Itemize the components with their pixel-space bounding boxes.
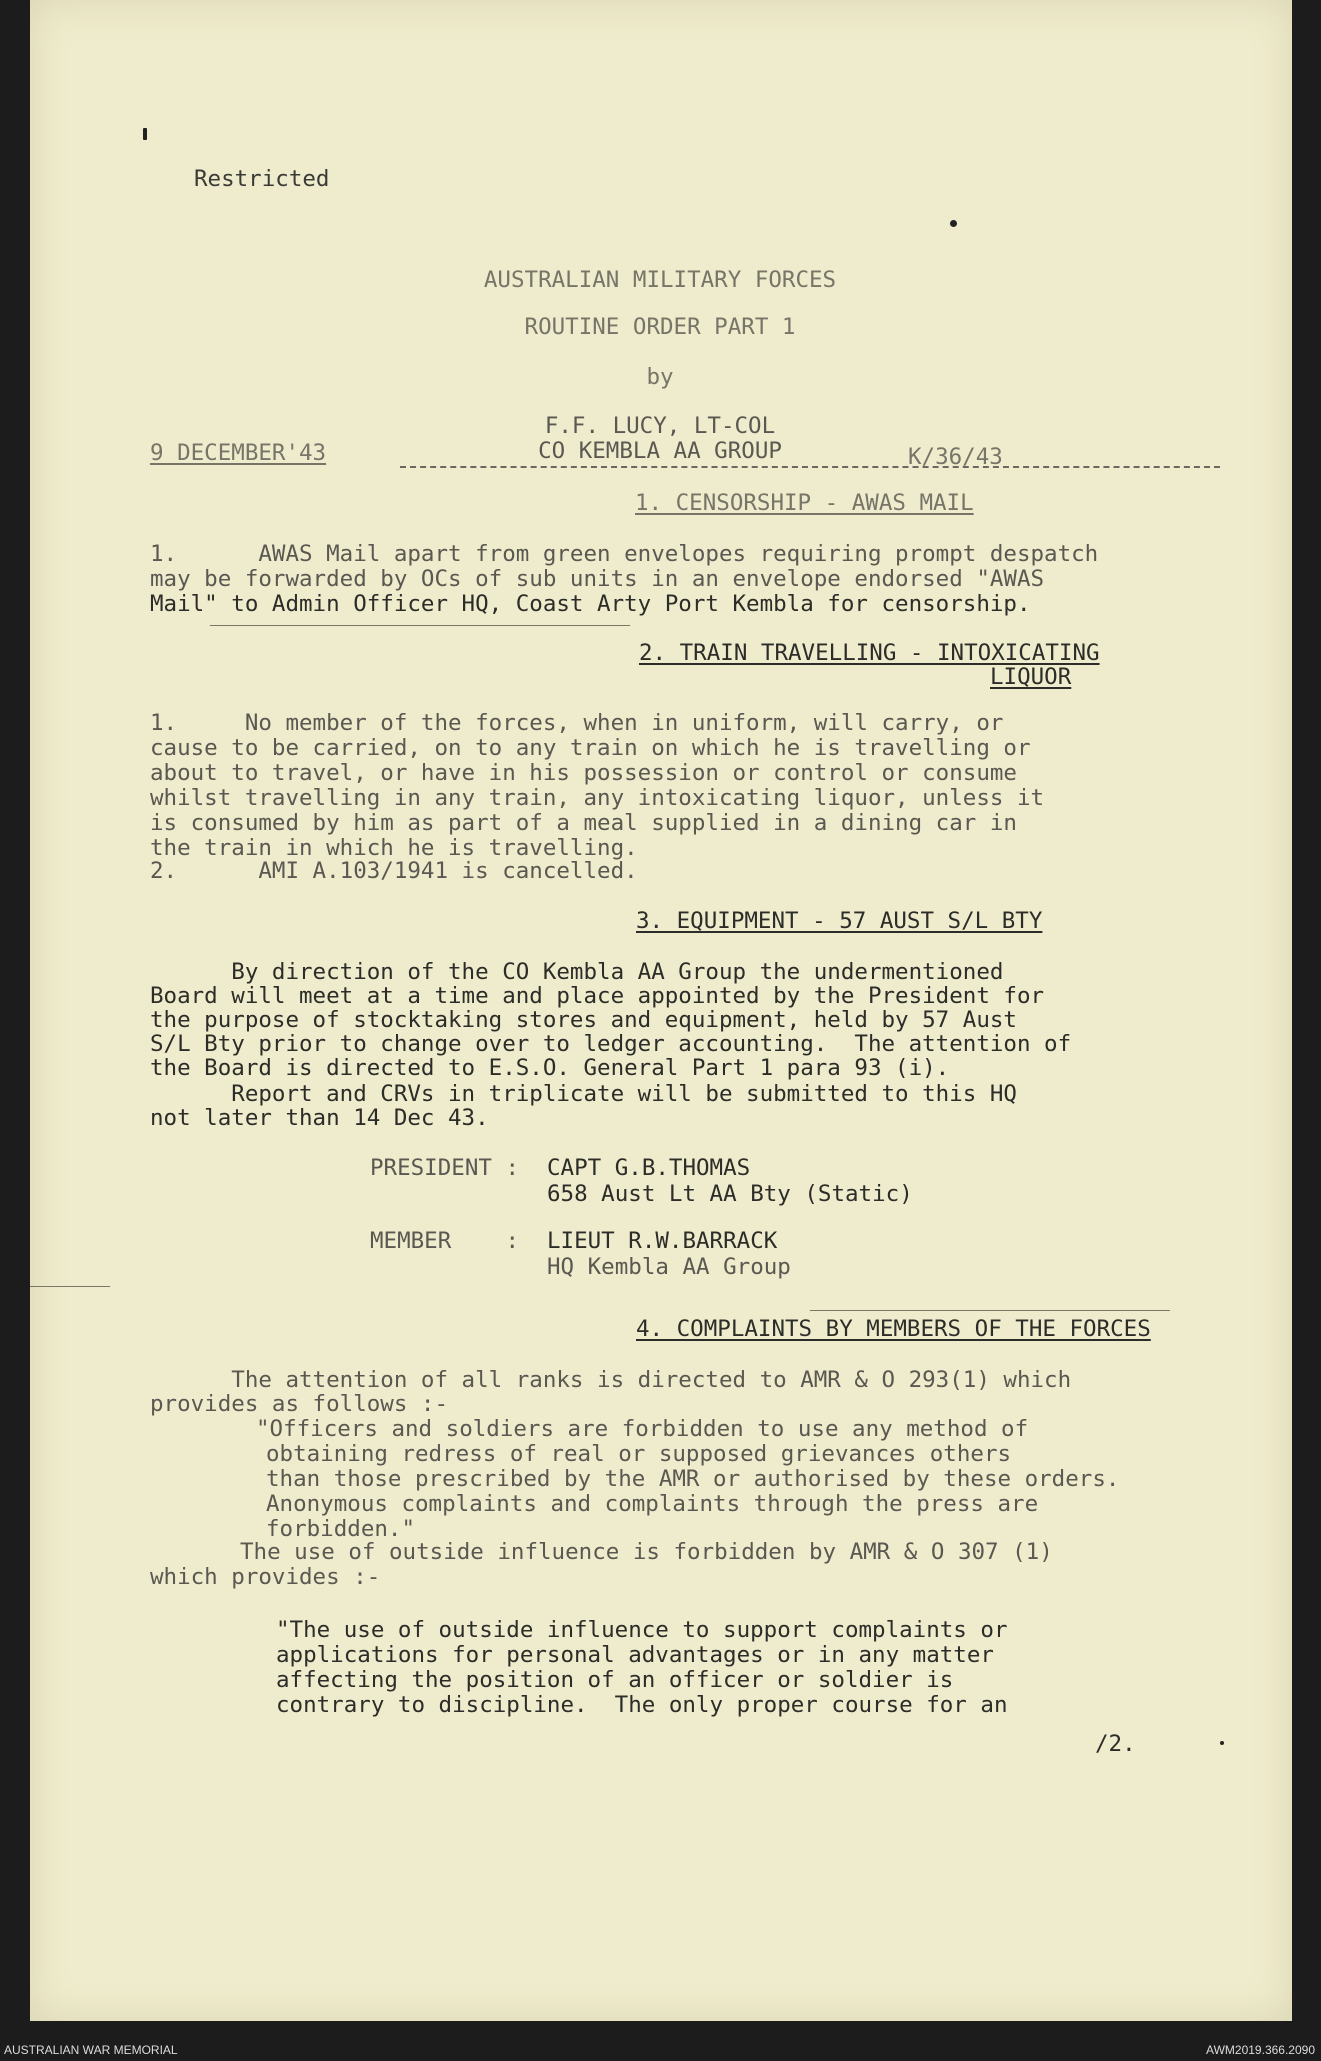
section-4-line: The attention of all ranks is directed to AMR & O 293(1) which: [150, 1367, 1072, 1393]
ink-speck: [950, 220, 957, 227]
section-2-line: cause to be carried, on to any train on which he is travelling or: [150, 735, 1031, 761]
section-3-heading: 3. EQUIPMENT - 57 AUST S/L BTY: [636, 908, 1043, 934]
section-4-top-rule: [810, 1310, 1170, 1311]
ink-speck: [1220, 1741, 1224, 1745]
board-member-role: MEMBER :: [370, 1228, 520, 1254]
section-1-line: may be forwarded by OCs of sub units in an envelope endorsed "AWAS: [150, 566, 1045, 592]
board-member-name: LIEUT R.W.BARRACK: [547, 1228, 778, 1254]
section-4-quote-line: "Officers and soldiers are forbidden to use any method of: [256, 1416, 1029, 1442]
section-2-line: is consumed by him as part of a meal supplied in a dining car in: [150, 810, 1017, 836]
section-4-quote-line: obtaining redress of real or supposed grievances others: [266, 1441, 1012, 1467]
section-2-heading-cont: LIQUOR: [990, 664, 1072, 690]
order-date: 9 DECEMBER'43: [150, 440, 327, 466]
footer-accession-number: AWM2019.366.2090: [1206, 2043, 1315, 2057]
section-3-line: S/L Bty prior to change over to ledger accounting. The attention of: [150, 1031, 1072, 1057]
section-1-rule: [210, 625, 630, 626]
section-4-quote-line: forbidden.": [266, 1516, 416, 1542]
section-4-line: which provides :-: [150, 1564, 381, 1590]
margin-mark: [30, 1286, 110, 1287]
issuing-appointment: CO KEMBLA AA GROUP: [538, 438, 782, 464]
order-title: ROUTINE ORDER PART 1: [524, 314, 796, 340]
order-by: by: [646, 364, 674, 390]
issuing-officer: F.F. LUCY, LT-COL: [544, 413, 776, 439]
section-4-heading: 4. COMPLAINTS BY MEMBERS OF THE FORCES: [636, 1316, 1151, 1342]
section-3-line: By direction of the CO Kembla AA Group the undermentioned: [150, 959, 1004, 985]
footer-archive-name: AUSTRALIAN WAR MEMORIAL: [4, 2043, 178, 2057]
header-rule: [400, 466, 1220, 468]
section-4-quote-line: applications for personal advantages or in any matter: [276, 1642, 994, 1668]
org-heading: AUSTRALIAN MILITARY FORCES: [483, 267, 837, 293]
section-2-heading: 2. TRAIN TRAVELLING - INTOXICATING: [639, 640, 1100, 666]
section-3-line: the Board is directed to E.S.O. General Part 1 para 93 (i).: [150, 1055, 950, 1081]
section-3-line: Report and CRVs in triplicate will be submitted to this HQ: [150, 1081, 1017, 1107]
section-4-quote-line: "The use of outside influence to support complaints or: [276, 1617, 1008, 1643]
board-president-role: PRESIDENT :: [370, 1155, 520, 1181]
section-4-quote-line: affecting the position of an officer or soldier is: [276, 1667, 954, 1693]
section-2-line: 2. AMI A.103/1941 is cancelled.: [150, 858, 638, 884]
section-2-line: the train in which he is travelling.: [150, 835, 638, 861]
board-president-name: CAPT G.B.THOMAS: [547, 1155, 751, 1181]
board-member-unit: HQ Kembla AA Group: [547, 1254, 791, 1280]
section-3-line: Board will meet at a time and place appointed by the President for: [150, 983, 1045, 1009]
section-1-heading: 1. CENSORSHIP - AWAS MAIL: [635, 490, 974, 516]
section-3-line: the purpose of stocktaking stores and equipment, held by 57 Aust: [150, 1007, 1017, 1033]
section-1-line: 1. AWAS Mail apart from green envelopes requiring prompt despatch: [150, 541, 1099, 567]
document-page: [30, 0, 1292, 2021]
board-president-unit: 658 Aust Lt AA Bty (Static): [547, 1181, 913, 1207]
classification-label: Restricted: [194, 166, 330, 192]
section-4-line: provides as follows :-: [150, 1391, 449, 1417]
section-4-quote-line: Anonymous complaints and complaints through the press are: [266, 1491, 1039, 1517]
section-1-line: Mail" to Admin Officer HQ, Coast Arty Port Kembla for censorship.: [150, 591, 1031, 617]
section-2-line: about to travel, or have in his possession or control or consume: [150, 760, 1017, 786]
order-reference: K/36/43: [908, 444, 1003, 470]
section-2-line: whilst travelling in any train, any intoxicating liquor, unless it: [150, 785, 1045, 811]
section-4-line: The use of outside influence is forbidden by AMR & O 307 (1): [240, 1539, 1053, 1565]
page-continuation: /2.: [1095, 1731, 1136, 1757]
section-4-quote-line: than those prescribed by the AMR or authorised by these orders.: [266, 1466, 1120, 1492]
section-2-line: 1. No member of the forces, when in uniform, will carry, or: [150, 710, 1004, 736]
section-4-quote-line: contrary to discipline. The only proper course for an: [276, 1692, 1008, 1718]
section-3-line: not later than 14 Dec 43.: [150, 1105, 489, 1131]
ink-mark: [143, 128, 147, 140]
